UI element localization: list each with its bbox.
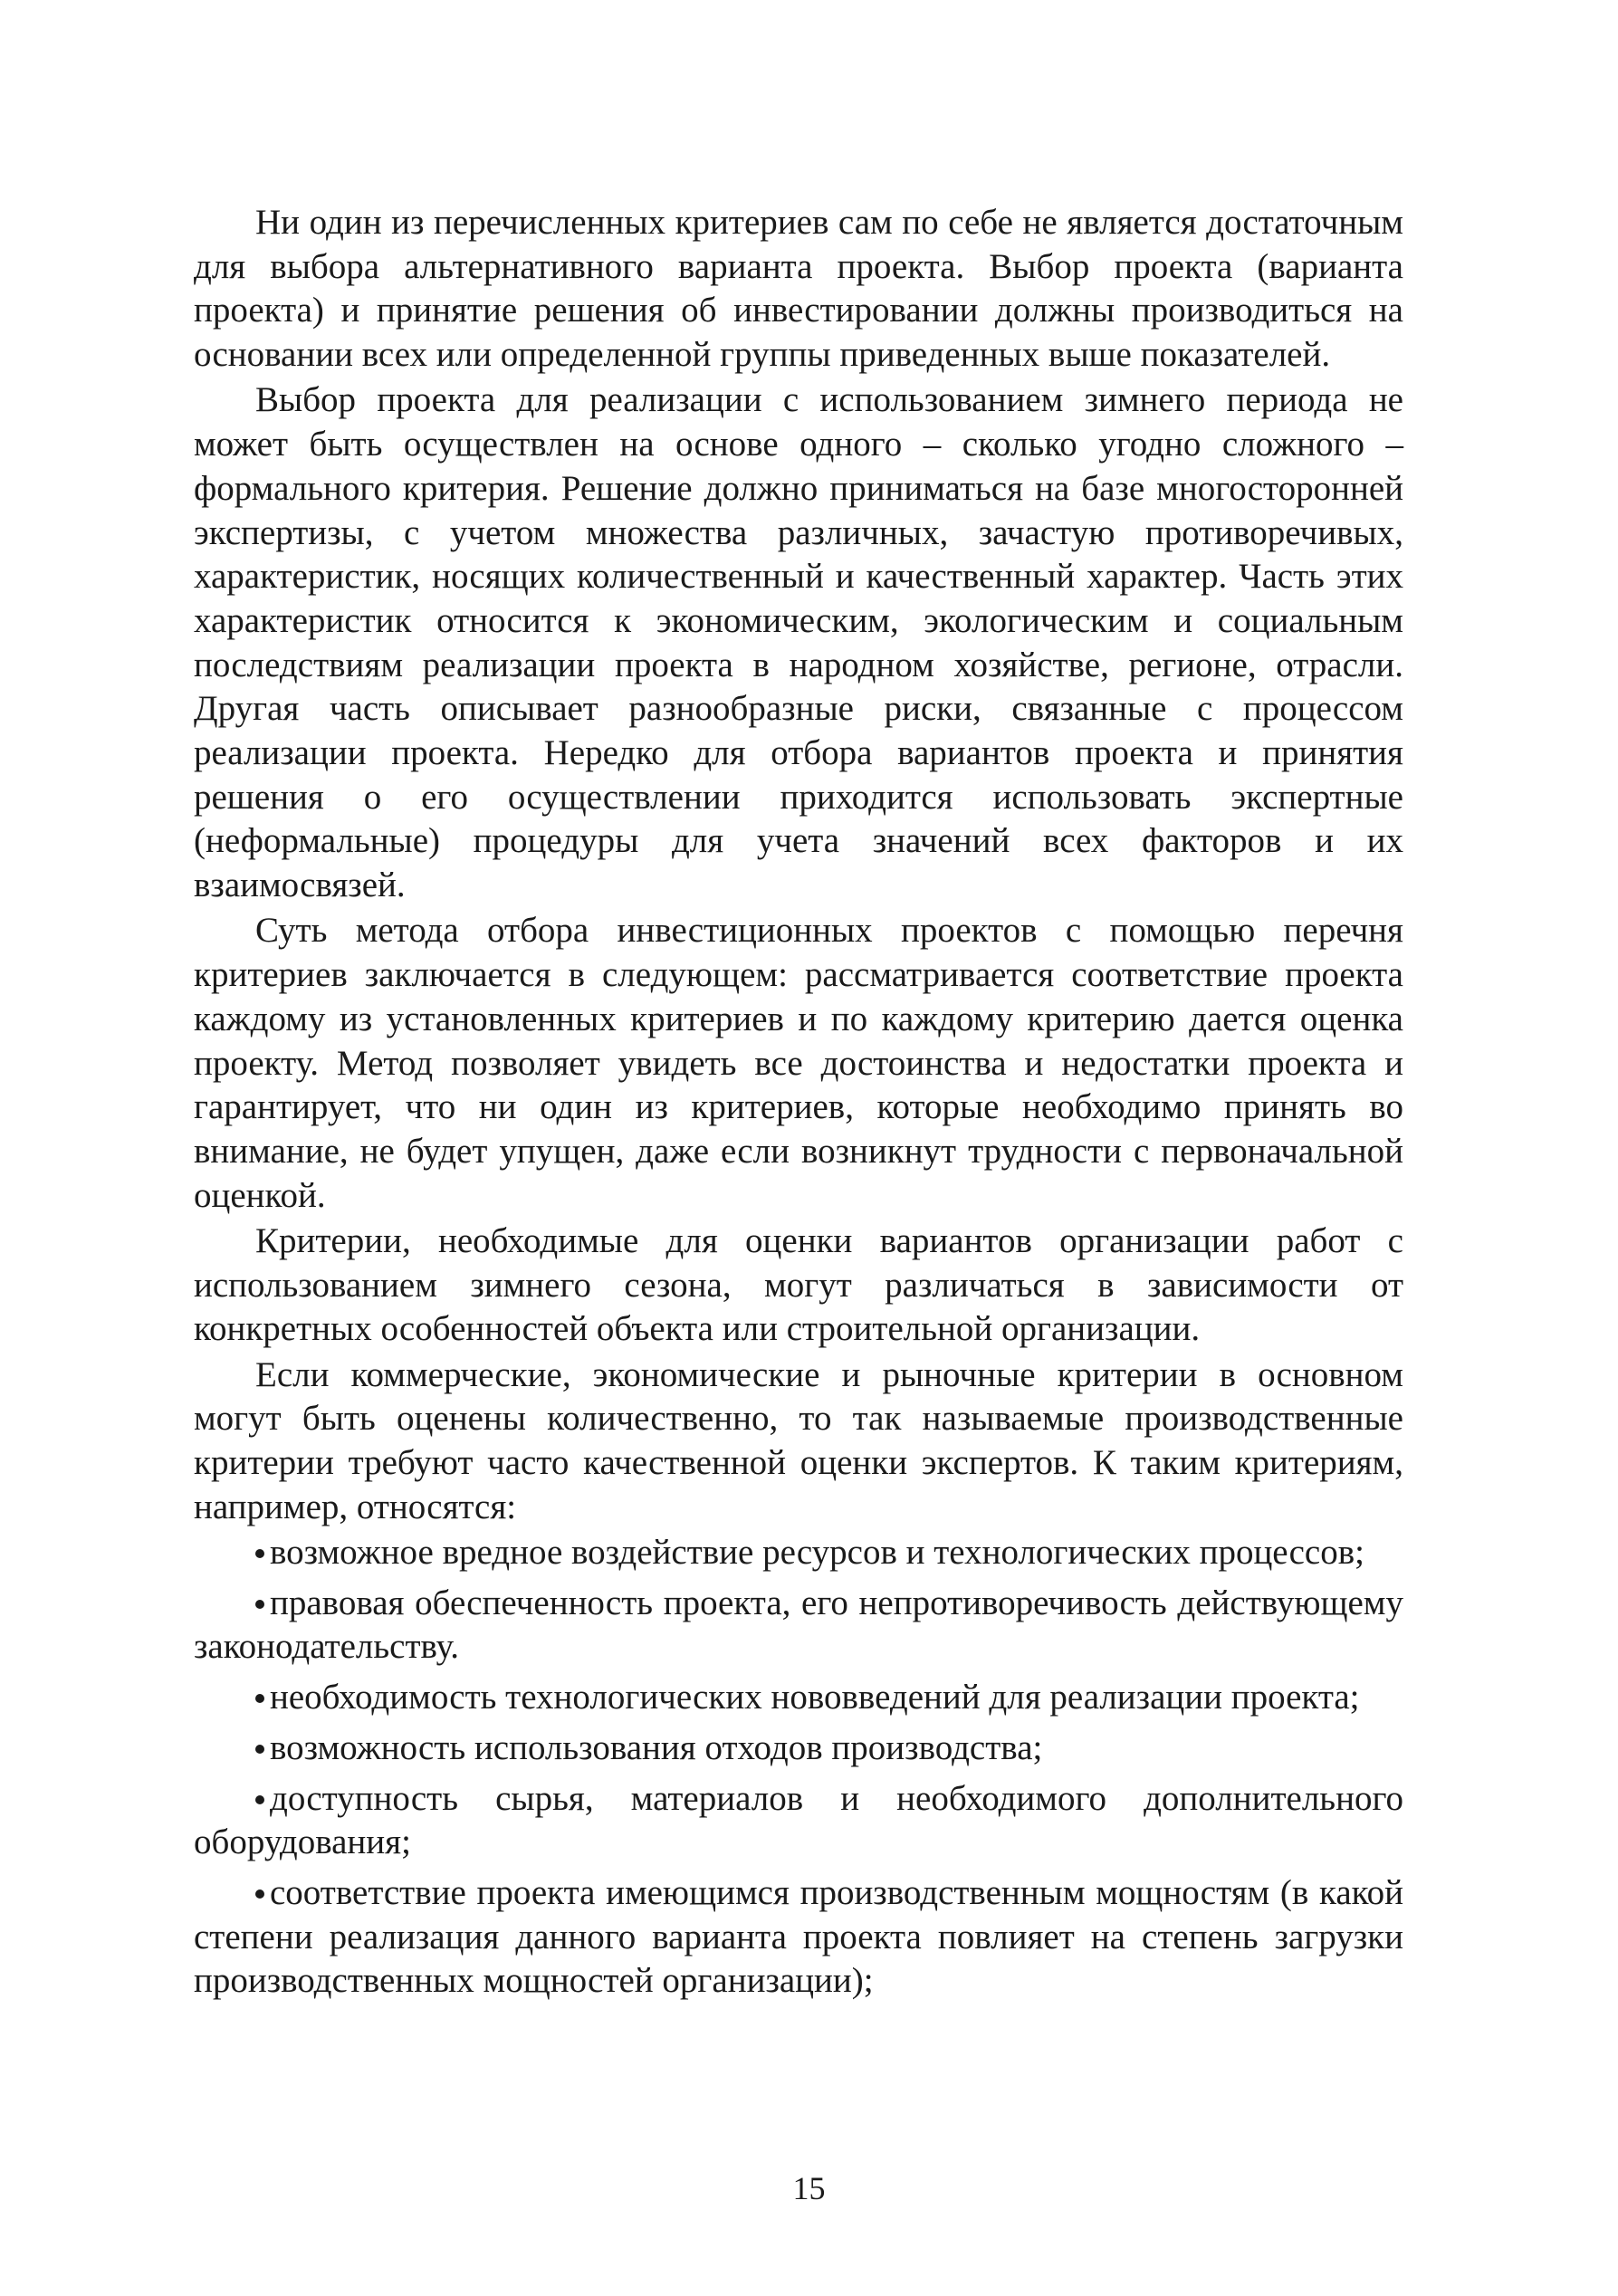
list-item-text: возможность использования отходов производства;	[270, 1727, 1043, 1767]
list-item	[194, 1676, 1403, 1720]
criteria-list	[194, 1531, 1403, 2004]
list-item-text: соответствие проекта имеющимся производственным мощностям (в какой степени реализация данного варианта проекта повлияет на степень загрузки производственных мощностей организации);	[194, 1872, 1403, 2001]
bullet-icon	[255, 1600, 264, 1609]
list-item	[194, 1727, 1403, 1771]
page-number: 15	[792, 2170, 826, 2206]
bullet-icon	[255, 1795, 264, 1804]
list-item	[194, 1531, 1403, 1575]
bullet-icon	[255, 1745, 264, 1754]
bullet-icon	[255, 1889, 264, 1899]
paragraph-2: Выбор проекта для реализации с использованием зимнего периода не может быть осуществлен на основе одного – сколько угодно сложного – формального критерия. Решение должно приниматься на базе многосторонней экспертизы, с учетом множества различных, зачастую противоречивых, характеристик, носящих количественный и качественный характер. Часть этих характеристик относится к экономическим, экологическим и социальным последствиям реализации проекта в народном хозяйстве, регионе, отрасли. Другая часть описывает разнообразные риски, связанные с процессом реализации проекта. Нередко для отбора вариантов проекта и принятия решения о его осуществлении приходится использовать экспертные (неформальные) процедуры для учета значений всех факторов и их взаимосвязей.	[194, 380, 1403, 905]
list-item	[194, 1777, 1403, 1865]
paragraph-4: Критерии, необходимые для оценки вариантов организации работ с использованием зимнего сезона, могут различаться в зависимости от конкретных особенностей объекта или строительной организации.	[194, 1220, 1403, 1349]
bullet-icon	[255, 1694, 264, 1703]
paragraph-1: Ни один из перечисленных критериев сам по себе не является достаточным для выбора альтернативного варианта проекта. Выбор проекта (варианта проекта) и принятие решения об инвестировании должны производиться на основании всех или определенной группы приведенных выше показателей.	[194, 203, 1403, 375]
paragraph-3: Суть метода отбора инвестиционных проектов с помощью перечня критериев заключается в следующем: рассматривается соответствие проекта каждому из установленных критериев и по каждому критерию дается оценка проекту. Метод позволяет увидеть все достоинства и недостатки проекта и гарантирует, что ни один из критериев, которые необходимо принять во внимание, не будет упущен, даже если возникнут трудности с первоначальной оценкой.	[194, 911, 1403, 1215]
document-page	[194, 201, 1403, 2010]
list-item-text: необходимость технологических нововведений для реализации проекта;	[270, 1678, 1360, 1717]
list-item	[194, 1582, 1403, 1669]
list-item-text: доступность сырья, материалов и необходимого дополнительного оборудования;	[194, 1778, 1403, 1862]
list-item-text: правовая обеспеченность проекта, его непротиворечивость действующему законодательству.	[194, 1583, 1403, 1667]
list-item	[194, 1871, 1403, 2004]
list-item-text: возможное вредное воздействие ресурсов и технологических процессов;	[270, 1533, 1364, 1573]
paragraph-5: Если коммерческие, экономические и рыночные критерии в основном могут быть оценены количественно, то так называемые производственные критерии требуют часто качественной оценки экспертов. К таким критериям, например, относятся:	[194, 1354, 1403, 1526]
bullet-icon	[255, 1549, 264, 1558]
